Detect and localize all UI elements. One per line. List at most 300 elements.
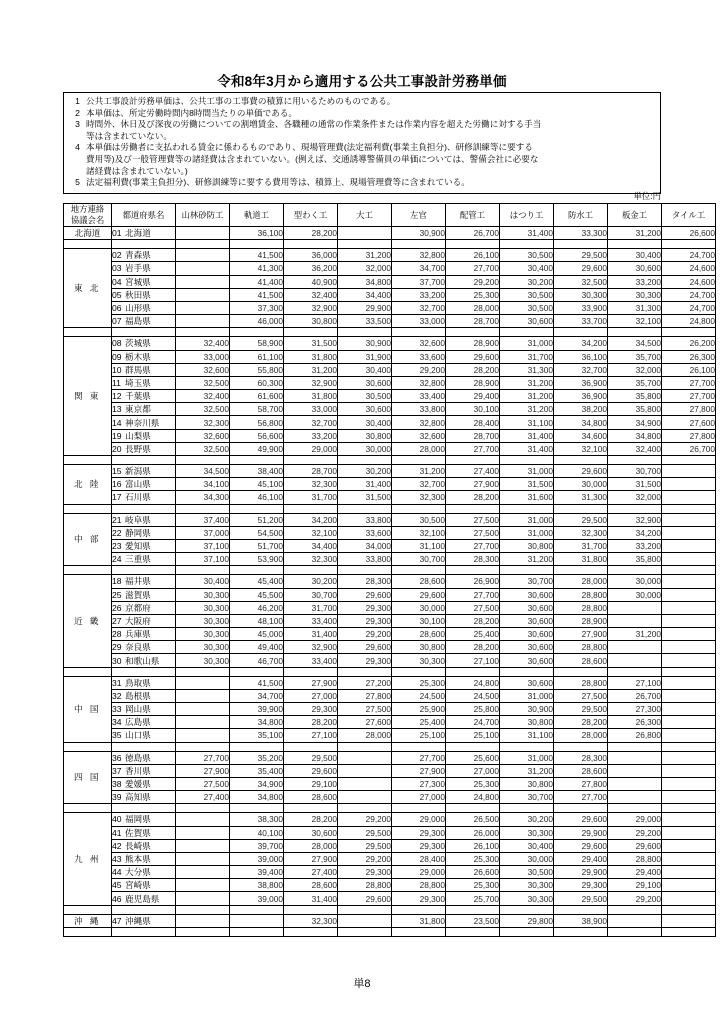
rate-cell: 31,500 bbox=[284, 337, 338, 350]
rate-cell: 28,600 bbox=[392, 628, 446, 641]
rate-cell: 38,900 bbox=[554, 914, 608, 927]
prefecture-number: 29 bbox=[112, 642, 122, 653]
spacer-cell bbox=[230, 927, 284, 936]
rate-cell: 29,300 bbox=[392, 892, 446, 905]
note-text-cont: 等は含まれていない。 bbox=[86, 130, 172, 141]
spacer-cell bbox=[554, 240, 608, 249]
spacer-cell bbox=[500, 504, 554, 513]
table-row bbox=[64, 249, 716, 262]
rate-cell: 31,700 bbox=[500, 350, 554, 363]
spacer-cell bbox=[230, 566, 284, 575]
rate-cell: 31,300 bbox=[554, 491, 608, 504]
prefecture-number: 43 bbox=[112, 853, 122, 864]
page-title: 令和8年3月から適用する公共工事設計労務単価 bbox=[217, 74, 507, 89]
rate-cell: 32,300 bbox=[392, 491, 446, 504]
prefecture-number: 47 bbox=[112, 915, 122, 926]
rate-cell: 46,200 bbox=[230, 601, 284, 614]
rate-cell bbox=[176, 249, 230, 262]
region-label-3: 北 陸 bbox=[64, 465, 112, 505]
spacer-cell bbox=[230, 667, 284, 676]
spacer-cell bbox=[554, 456, 608, 465]
spacer-cell bbox=[338, 742, 392, 751]
rate-cell bbox=[662, 879, 716, 892]
table-row bbox=[64, 416, 716, 429]
rate-cell bbox=[176, 839, 230, 852]
rate-cell: 27,700 bbox=[446, 442, 500, 455]
prefecture-cell: 08 茨城県 bbox=[112, 337, 176, 350]
rate-cell: 39,700 bbox=[230, 839, 284, 852]
rate-cell: 32,500 bbox=[176, 442, 230, 455]
rate-cell: 29,800 bbox=[500, 914, 554, 927]
rate-cell: 29,600 bbox=[338, 588, 392, 601]
rate-cell: 31,100 bbox=[500, 729, 554, 742]
rate-cell: 33,000 bbox=[176, 350, 230, 363]
rate-cell: 30,600 bbox=[284, 826, 338, 839]
rate-cell: 32,600 bbox=[392, 337, 446, 350]
rate-cell: 28,400 bbox=[392, 852, 446, 865]
table-row bbox=[64, 751, 716, 764]
rate-cell: 32,600 bbox=[176, 363, 230, 376]
prefecture-number: 27 bbox=[112, 615, 122, 626]
rate-cell: 29,600 bbox=[554, 839, 608, 852]
prefecture-cell: 17 石川県 bbox=[112, 491, 176, 504]
rate-cell: 26,300 bbox=[608, 716, 662, 729]
rate-cell: 30,300 bbox=[176, 654, 230, 667]
prefecture-cell: 39 高知県 bbox=[112, 791, 176, 804]
rate-cell: 27,500 bbox=[338, 703, 392, 716]
rate-cell bbox=[662, 465, 716, 478]
rate-cell: 34,200 bbox=[608, 526, 662, 539]
spacer-cell bbox=[112, 328, 176, 337]
rate-cell: 30,000 bbox=[392, 601, 446, 614]
rate-cell: 34,700 bbox=[230, 689, 284, 702]
rate-cell: 29,300 bbox=[392, 826, 446, 839]
rate-cell: 28,000 bbox=[284, 839, 338, 852]
prefecture-cell: 44 大分県 bbox=[112, 866, 176, 879]
spacer-cell bbox=[662, 742, 716, 751]
spacer-cell bbox=[64, 240, 112, 249]
table-row bbox=[64, 628, 716, 641]
rate-cell: 27,900 bbox=[392, 764, 446, 777]
rate-cell: 31,000 bbox=[500, 689, 554, 702]
rate-cell: 29,900 bbox=[554, 826, 608, 839]
spacer-cell bbox=[500, 667, 554, 676]
rate-cell: 31,500 bbox=[338, 491, 392, 504]
spacer-cell bbox=[338, 905, 392, 914]
rate-cell: 27,600 bbox=[662, 416, 716, 429]
table-row bbox=[64, 641, 716, 654]
rate-cell: 29,400 bbox=[554, 852, 608, 865]
rate-cell: 45,500 bbox=[230, 588, 284, 601]
table-row bbox=[64, 614, 716, 627]
region-label-7: 四 国 bbox=[64, 751, 112, 804]
spacer-cell bbox=[64, 927, 112, 936]
prefecture-number: 31 bbox=[112, 677, 122, 688]
prefecture-number: 02 bbox=[112, 250, 122, 261]
rate-cell: 38,300 bbox=[230, 813, 284, 826]
rate-cell: 30,300 bbox=[392, 654, 446, 667]
rate-cell bbox=[176, 288, 230, 301]
rate-cell bbox=[338, 227, 392, 240]
rate-cell: 35,100 bbox=[230, 729, 284, 742]
spacer-cell bbox=[176, 566, 230, 575]
region-gap-2 bbox=[64, 456, 716, 465]
rate-cell: 30,300 bbox=[500, 892, 554, 905]
rate-cell: 33,300 bbox=[554, 227, 608, 240]
rate-cell: 29,300 bbox=[338, 866, 392, 879]
column-header-trade-1: 軌道工 bbox=[230, 204, 284, 227]
rate-cell bbox=[662, 601, 716, 614]
rate-cell: 36,100 bbox=[230, 227, 284, 240]
rate-cell: 30,200 bbox=[500, 813, 554, 826]
rate-cell: 27,700 bbox=[446, 588, 500, 601]
rate-cell: 33,600 bbox=[392, 350, 446, 363]
region-label-6: 中 国 bbox=[64, 676, 112, 742]
rate-cell: 29,200 bbox=[338, 813, 392, 826]
table-row bbox=[64, 575, 716, 588]
rate-cell: 40,100 bbox=[230, 826, 284, 839]
rate-cell: 31,700 bbox=[554, 539, 608, 552]
spacer-cell bbox=[64, 667, 112, 676]
region-header-line2: 協議会名 bbox=[70, 215, 105, 225]
rate-cell: 37,300 bbox=[230, 301, 284, 314]
prefecture-cell: 02 青森県 bbox=[112, 249, 176, 262]
rate-cell: 25,100 bbox=[446, 729, 500, 742]
prefecture-number: 26 bbox=[112, 602, 122, 613]
rate-cell: 46,100 bbox=[230, 491, 284, 504]
rate-cell: 31,400 bbox=[284, 628, 338, 641]
rate-cell bbox=[662, 654, 716, 667]
rate-cell bbox=[662, 539, 716, 552]
column-header-trade-0: 山林砂防工 bbox=[176, 204, 230, 227]
rate-cell: 34,500 bbox=[608, 337, 662, 350]
rate-cell: 26,700 bbox=[608, 689, 662, 702]
rate-cell: 29,300 bbox=[392, 839, 446, 852]
spacer-cell bbox=[608, 566, 662, 575]
rate-cell: 33,600 bbox=[338, 526, 392, 539]
rate-cell: 28,800 bbox=[554, 676, 608, 689]
rate-cell: 25,900 bbox=[392, 703, 446, 716]
prefecture-cell: 09 栃木県 bbox=[112, 350, 176, 363]
rate-cell: 36,900 bbox=[554, 390, 608, 403]
rate-cell bbox=[662, 689, 716, 702]
prefecture-number: 42 bbox=[112, 840, 122, 851]
rate-cell: 31,200 bbox=[500, 376, 554, 389]
note-item-4 bbox=[69, 177, 655, 189]
rate-cell: 30,300 bbox=[608, 288, 662, 301]
rate-cell: 29,300 bbox=[338, 654, 392, 667]
rate-cell: 32,300 bbox=[284, 914, 338, 927]
rate-cell bbox=[662, 575, 716, 588]
rate-cell: 32,800 bbox=[392, 249, 446, 262]
prefecture-number: 05 bbox=[112, 289, 122, 300]
rate-cell: 28,000 bbox=[446, 301, 500, 314]
rate-cell: 31,000 bbox=[500, 513, 554, 526]
spacer-cell bbox=[662, 504, 716, 513]
rate-cell: 30,700 bbox=[500, 791, 554, 804]
rate-cell: 29,500 bbox=[284, 751, 338, 764]
rate-cell: 31,200 bbox=[608, 227, 662, 240]
rate-cell: 34,800 bbox=[608, 429, 662, 442]
spacer-cell bbox=[608, 504, 662, 513]
prefecture-cell: 43 熊本県 bbox=[112, 852, 176, 865]
rate-cell: 28,800 bbox=[392, 879, 446, 892]
rate-cell: 32,700 bbox=[554, 363, 608, 376]
rate-cell: 41,500 bbox=[230, 249, 284, 262]
spacer-cell bbox=[284, 328, 338, 337]
rate-cell: 32,300 bbox=[554, 526, 608, 539]
spacer-cell bbox=[392, 905, 446, 914]
rate-cell: 28,800 bbox=[608, 852, 662, 865]
table-row bbox=[64, 852, 716, 865]
rate-cell: 28,000 bbox=[392, 442, 446, 455]
note-text: 公共工事設計労務単価は、公共工事の工事費の積算に用いるためのものである。 bbox=[86, 96, 396, 106]
rate-cell: 33,000 bbox=[284, 403, 338, 416]
rate-cell: 30,800 bbox=[500, 539, 554, 552]
spacer-cell bbox=[446, 240, 500, 249]
rate-cell: 37,100 bbox=[176, 553, 230, 566]
rate-cell: 31,000 bbox=[500, 526, 554, 539]
rate-cell: 27,700 bbox=[392, 751, 446, 764]
spacer-cell bbox=[338, 456, 392, 465]
rate-cell: 28,200 bbox=[446, 491, 500, 504]
note-text: 時間外、休日及び深夜の労働についての割増賃金、各職種の通常の作業条件または作業内容を超えた労働に対する手当 bbox=[86, 119, 542, 130]
rate-cell: 61,100 bbox=[230, 350, 284, 363]
rate-cell: 30,400 bbox=[338, 416, 392, 429]
region-gap-6 bbox=[64, 742, 716, 751]
rate-cell: 27,900 bbox=[176, 764, 230, 777]
prefecture-number: 19 bbox=[112, 430, 122, 441]
rate-cell: 31,200 bbox=[392, 465, 446, 478]
rate-cell: 28,900 bbox=[446, 376, 500, 389]
prefecture-number: 34 bbox=[112, 717, 122, 728]
region-label-8: 九 州 bbox=[64, 813, 112, 905]
rate-cell: 30,000 bbox=[608, 588, 662, 601]
rate-cell: 27,400 bbox=[284, 866, 338, 879]
rate-cell: 27,700 bbox=[662, 390, 716, 403]
spacer-cell bbox=[176, 742, 230, 751]
table-row bbox=[64, 764, 716, 777]
prefecture-number: 12 bbox=[112, 391, 122, 402]
rate-cell: 28,200 bbox=[446, 614, 500, 627]
prefecture-number: 23 bbox=[112, 541, 122, 552]
rate-cell: 29,100 bbox=[284, 777, 338, 790]
rate-cell: 26,900 bbox=[446, 575, 500, 588]
prefecture-number: 04 bbox=[112, 276, 122, 287]
rate-cell: 26,500 bbox=[446, 813, 500, 826]
spacer-cell bbox=[446, 328, 500, 337]
spacer-cell bbox=[608, 804, 662, 813]
rate-cell: 34,600 bbox=[554, 429, 608, 442]
spacer-cell bbox=[662, 566, 716, 575]
rate-cell bbox=[662, 526, 716, 539]
spacer-cell bbox=[446, 667, 500, 676]
spacer-cell bbox=[554, 927, 608, 936]
region-label-4: 中 部 bbox=[64, 513, 112, 566]
rate-cell: 30,700 bbox=[392, 553, 446, 566]
prefecture-number: 14 bbox=[112, 417, 122, 428]
rate-cell bbox=[662, 764, 716, 777]
prefecture-cell: 18 福井県 bbox=[112, 575, 176, 588]
rate-cell: 31,200 bbox=[500, 390, 554, 403]
spacer-cell bbox=[338, 927, 392, 936]
rate-cell: 34,800 bbox=[338, 275, 392, 288]
rate-cell: 41,500 bbox=[230, 288, 284, 301]
rate-cell: 30,000 bbox=[608, 575, 662, 588]
prefecture-number: 10 bbox=[112, 364, 122, 375]
rate-cell: 30,800 bbox=[392, 641, 446, 654]
prefecture-number: 17 bbox=[112, 492, 122, 503]
rate-cell: 34,800 bbox=[554, 416, 608, 429]
rate-cell: 27,400 bbox=[176, 791, 230, 804]
rate-cell: 35,800 bbox=[608, 390, 662, 403]
rate-cell: 31,700 bbox=[284, 601, 338, 614]
rate-cell: 28,200 bbox=[284, 716, 338, 729]
table-row bbox=[64, 350, 716, 363]
rate-cell: 27,000 bbox=[446, 764, 500, 777]
spacer-cell bbox=[392, 328, 446, 337]
rate-cell: 45,100 bbox=[230, 478, 284, 491]
spacer-cell bbox=[284, 905, 338, 914]
rate-cell: 32,900 bbox=[284, 301, 338, 314]
rate-cell: 29,200 bbox=[338, 628, 392, 641]
rate-cell: 29,900 bbox=[554, 866, 608, 879]
rate-cell: 38,400 bbox=[230, 465, 284, 478]
table-row bbox=[64, 716, 716, 729]
rate-cell: 45,400 bbox=[230, 575, 284, 588]
rate-cell: 28,400 bbox=[446, 416, 500, 429]
rate-cell: 29,500 bbox=[554, 249, 608, 262]
prefecture-cell: 23 愛知県 bbox=[112, 539, 176, 552]
rate-cell: 33,800 bbox=[338, 513, 392, 526]
prefecture-cell: 33 岡山県 bbox=[112, 703, 176, 716]
rate-cell bbox=[662, 791, 716, 804]
rate-cell: 37,100 bbox=[176, 539, 230, 552]
spacer-cell bbox=[392, 667, 446, 676]
rate-cell: 46,000 bbox=[230, 315, 284, 328]
rate-cell bbox=[176, 826, 230, 839]
spacer-cell bbox=[608, 927, 662, 936]
rate-cell: 28,300 bbox=[446, 553, 500, 566]
table-row bbox=[64, 301, 716, 314]
rate-cell: 34,300 bbox=[176, 491, 230, 504]
rate-cell: 30,600 bbox=[500, 676, 554, 689]
rate-cell: 29,600 bbox=[608, 839, 662, 852]
rate-cell: 30,500 bbox=[392, 513, 446, 526]
rate-cell: 25,700 bbox=[446, 892, 500, 905]
spacer-cell bbox=[500, 905, 554, 914]
rate-cell: 28,700 bbox=[284, 465, 338, 478]
rate-cell: 32,100 bbox=[392, 526, 446, 539]
spacer-cell bbox=[176, 804, 230, 813]
rate-cell: 24,800 bbox=[446, 791, 500, 804]
rate-cell: 27,100 bbox=[284, 729, 338, 742]
spacer-cell bbox=[662, 667, 716, 676]
spacer-cell bbox=[662, 905, 716, 914]
rate-cell: 26,600 bbox=[446, 866, 500, 879]
rate-cell: 25,800 bbox=[446, 703, 500, 716]
rate-cell: 28,200 bbox=[554, 716, 608, 729]
spacer-cell bbox=[338, 240, 392, 249]
rate-cell: 61,600 bbox=[230, 390, 284, 403]
table-row bbox=[64, 376, 716, 389]
rate-cell: 24,800 bbox=[662, 315, 716, 328]
region-header-line1: 地方連絡 bbox=[70, 204, 105, 214]
rate-cell: 31,200 bbox=[284, 363, 338, 376]
rate-cell: 29,500 bbox=[554, 513, 608, 526]
spacer-cell bbox=[392, 742, 446, 751]
spacer-cell bbox=[554, 328, 608, 337]
rate-cell: 30,500 bbox=[500, 301, 554, 314]
rate-cell: 32,400 bbox=[608, 442, 662, 455]
page-number: 単8 bbox=[353, 978, 371, 990]
prefecture-cell: 35 山口県 bbox=[112, 729, 176, 742]
rate-cell: 33,200 bbox=[284, 429, 338, 442]
rate-cell: 32,100 bbox=[554, 442, 608, 455]
prefecture-number: 22 bbox=[112, 527, 122, 538]
prefecture-cell: 32 島根県 bbox=[112, 689, 176, 702]
rate-cell: 33,800 bbox=[338, 553, 392, 566]
spacer-cell bbox=[112, 667, 176, 676]
rate-cell: 29,300 bbox=[284, 703, 338, 716]
prefecture-cell: 20 長野県 bbox=[112, 442, 176, 455]
rate-cell bbox=[176, 301, 230, 314]
spacer-cell bbox=[662, 804, 716, 813]
rate-cell: 29,600 bbox=[284, 764, 338, 777]
prefecture-cell: 19 山梨県 bbox=[112, 429, 176, 442]
rate-cell: 30,100 bbox=[446, 403, 500, 416]
rate-cell: 27,000 bbox=[392, 791, 446, 804]
rate-cell: 31,500 bbox=[500, 478, 554, 491]
rate-cell bbox=[338, 751, 392, 764]
note-item-3 bbox=[69, 142, 655, 154]
rate-cell: 31,500 bbox=[608, 478, 662, 491]
rate-cell: 29,500 bbox=[554, 892, 608, 905]
rate-cell: 33,800 bbox=[392, 403, 446, 416]
rate-cell: 31,000 bbox=[500, 337, 554, 350]
rate-cell: 32,400 bbox=[176, 390, 230, 403]
rate-cell: 30,300 bbox=[176, 614, 230, 627]
rate-cell: 29,000 bbox=[608, 813, 662, 826]
rate-cell: 27,900 bbox=[446, 478, 500, 491]
rate-cell: 24,800 bbox=[446, 676, 500, 689]
spacer-cell bbox=[230, 742, 284, 751]
rate-cell bbox=[662, 892, 716, 905]
rate-cell: 30,200 bbox=[284, 575, 338, 588]
rate-cell: 28,800 bbox=[554, 601, 608, 614]
rate-cell bbox=[176, 914, 230, 927]
rate-cell: 29,200 bbox=[608, 826, 662, 839]
note-number: 4 bbox=[75, 142, 80, 153]
rate-cell bbox=[608, 614, 662, 627]
prefecture-cell: 46 鹿児島県 bbox=[112, 892, 176, 905]
rate-cell: 25,300 bbox=[446, 852, 500, 865]
rate-cell: 27,400 bbox=[446, 465, 500, 478]
rate-cell: 31,000 bbox=[500, 465, 554, 478]
rate-cell bbox=[338, 777, 392, 790]
rate-cell: 33,900 bbox=[554, 301, 608, 314]
prefecture-number: 36 bbox=[112, 752, 122, 763]
rate-cell: 30,600 bbox=[500, 641, 554, 654]
rate-cell: 36,000 bbox=[284, 249, 338, 262]
rate-cell: 48,100 bbox=[230, 614, 284, 627]
rate-cell: 33,400 bbox=[284, 614, 338, 627]
rate-cell: 30,400 bbox=[338, 363, 392, 376]
table-row bbox=[64, 826, 716, 839]
prefecture-number: 11 bbox=[112, 377, 121, 388]
rate-cell: 30,700 bbox=[608, 465, 662, 478]
rate-cell: 32,100 bbox=[608, 315, 662, 328]
